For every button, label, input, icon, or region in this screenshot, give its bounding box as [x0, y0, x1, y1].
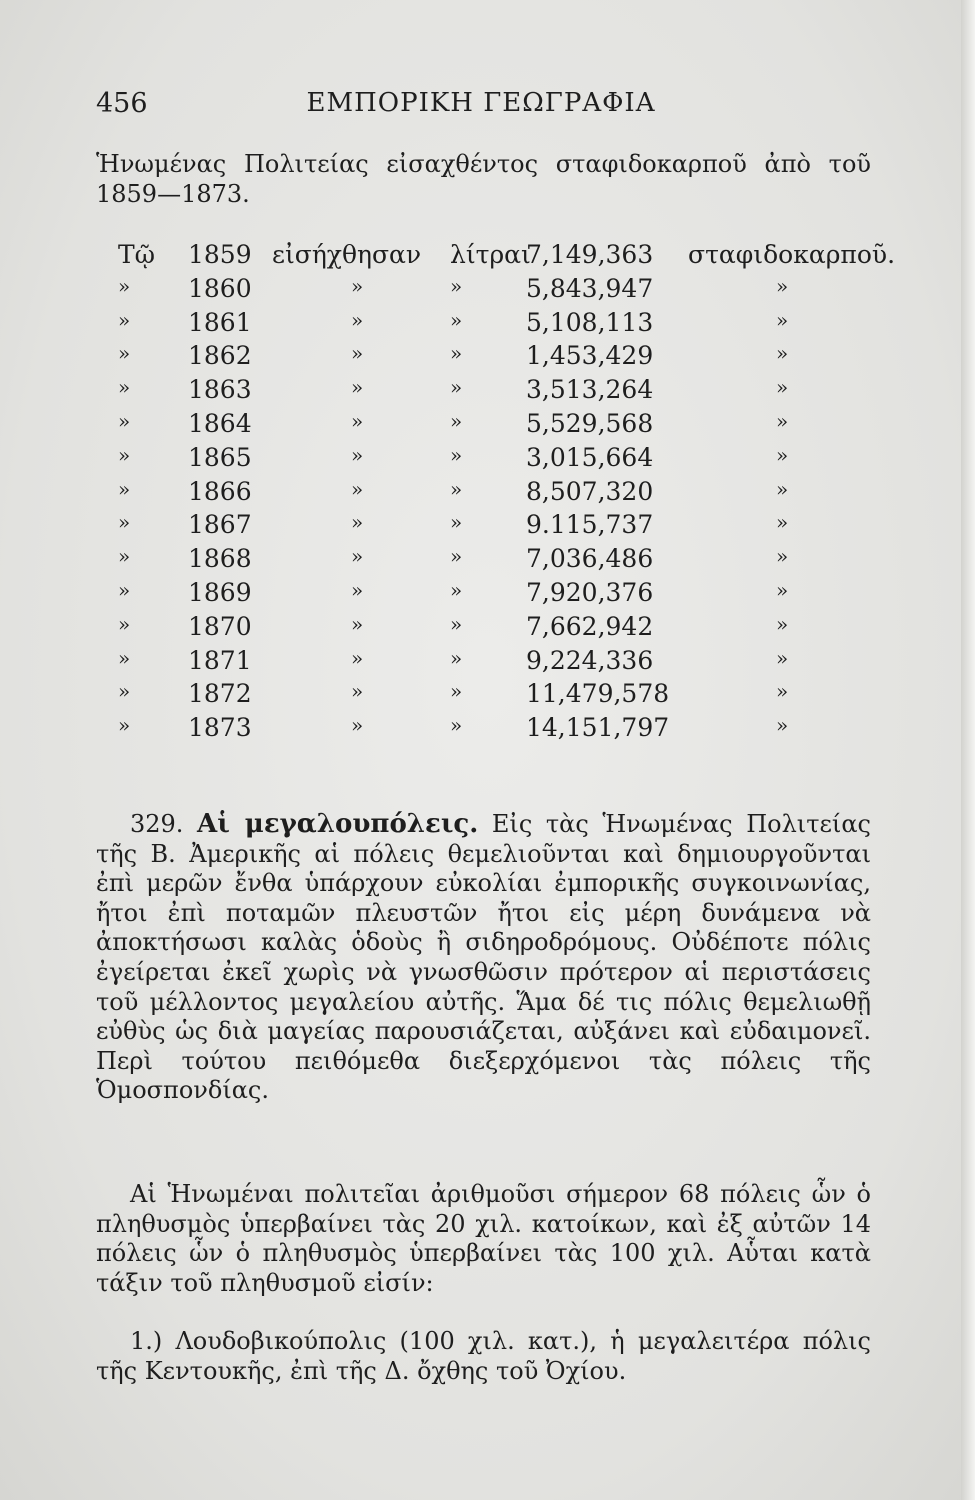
ditto-mark: »	[118, 442, 131, 467]
row-year: 1871	[188, 645, 252, 675]
ditto-mark: »	[776, 341, 789, 366]
page-edge	[961, 0, 975, 1500]
ditto-mark: »	[776, 713, 789, 738]
ditto-mark: »	[351, 510, 364, 535]
page-number: 456	[96, 88, 148, 119]
row-year: 1868	[188, 544, 252, 574]
cities-text: Αἱ Ἡνωμέναι πολιτεῖαι ἀριθμοῦσι σήμερον 68 πόλεις ὧν ὁ πληθυσμὸς ὑπερβαίνει τὰς 20 χιλ. κατοίκων, καὶ ἐξ αὐτῶν 14 πόλεις ὧν ὁ πληθυσμὸς ὑπερβαίνει τὰς 100 χιλ. Αὗται κατὰ τάξιν τοῦ πληθυσμοῦ εἰσίν:	[96, 1180, 871, 1297]
row-amount: 1,453,429	[526, 341, 654, 371]
row-amount: 5,108,113	[526, 307, 654, 337]
row-lead: Τῷ	[118, 240, 156, 269]
ditto-mark: »	[450, 611, 463, 636]
ditto-mark: »	[776, 408, 789, 433]
row-amount: 8,507,320	[526, 476, 654, 506]
ditto-mark: »	[776, 544, 789, 569]
table-row	[96, 274, 871, 308]
row-amount: 3,513,264	[526, 375, 654, 405]
ditto-mark: »	[776, 273, 789, 298]
table-row	[96, 578, 871, 612]
row-amount: 14,151,797	[526, 713, 670, 743]
ditto-mark: »	[351, 273, 364, 298]
ditto-mark: »	[351, 713, 364, 738]
section-329-paragraph	[96, 810, 871, 1106]
row-verb: εἰσήχθησαν	[272, 240, 422, 269]
table-row	[96, 612, 871, 646]
ditto-mark: »	[450, 577, 463, 602]
row-year: 1860	[188, 273, 252, 303]
ditto-mark: »	[118, 510, 131, 535]
section-title: Αἱ μεγαλουπόλεις.	[197, 809, 479, 839]
page-header	[96, 88, 866, 128]
table-row	[96, 679, 871, 713]
row-amount: 7,662,942	[526, 611, 654, 641]
ditto-mark: »	[450, 544, 463, 569]
row-amount: 7,920,376	[526, 577, 654, 607]
row-year: 1873	[188, 713, 252, 743]
intro-paragraph: Ἡνωμένας Πολιτείας εἰσαχθέντος σταφιδοκαρποῦ ἀπὸ τοῦ 1859—1873.	[96, 150, 871, 208]
import-table	[96, 240, 896, 747]
ditto-mark: »	[118, 544, 131, 569]
ditto-mark: »	[118, 341, 131, 366]
table-row	[96, 443, 871, 477]
ditto-mark: »	[118, 273, 131, 298]
ditto-mark: »	[450, 476, 463, 501]
row-year: 1862	[188, 341, 252, 371]
ditto-mark: »	[351, 679, 364, 704]
ditto-mark: »	[351, 544, 364, 569]
list-item-text: 1.) Λουδοβικούπολις (100 χιλ. κατ.), ἡ μεγαλειτέρα πόλις τῆς Κεντουκῆς, ἐπὶ τῆς Δ. ὄχθης τοῦ Ὀχίου.	[96, 1327, 871, 1385]
ditto-mark: »	[118, 408, 131, 433]
row-year: 1864	[188, 408, 252, 438]
ditto-mark: »	[118, 611, 131, 636]
table-row	[96, 308, 871, 342]
section-text: Εἰς τὰς Ἡνωμένας Πολιτείας τῆς Β. Ἀμερικῆς αἱ πόλεις θεμελιοῦνται καὶ δημιουργοῦνται ἐπὶ μερῶν ἔνθα ὑπάρχουν εὐκολίαι ἐμπορικῆς συγκοινωνίας, ἤτοι ἐπὶ ποταμῶν πλευστῶν ἤτοι εἰς μέρη δυνάμενα νὰ ἀποκτήσωσι καλὰς ὁδοὺς ἢ σιδηροδρόμους. Οὐδέποτε πόλις ἐγείρεται ἐκεῖ χωρὶς νὰ γνωσθῶσιν πρότερον αἱ περιστάσεις τοῦ μέλλοντος μεγαλείου αὐτῆς. Ἅμα δέ τις πόλις θεμελιωθῇ εὐθὺς ὡς διὰ μαγείας παρουσιάζεται, αὐξάνει καὶ εὐδαιμονεῖ. Περὶ τούτου πειθόμεθα διεξερχόμενοι τὰς πόλεις τῆς Ὁμοσπονδίας.	[96, 810, 871, 1105]
ditto-mark: »	[450, 408, 463, 433]
ditto-mark: »	[450, 679, 463, 704]
row-year: 1870	[188, 611, 252, 641]
ditto-mark: »	[351, 341, 364, 366]
row-amount: 11,479,578	[526, 679, 670, 709]
ditto-mark: »	[776, 307, 789, 332]
ditto-mark: »	[351, 408, 364, 433]
ditto-mark: »	[118, 577, 131, 602]
ditto-mark: »	[776, 476, 789, 501]
section-number: 329.	[130, 810, 184, 838]
row-amount: 9.115,737	[526, 510, 654, 540]
ditto-mark: »	[450, 273, 463, 298]
ditto-mark: »	[776, 510, 789, 535]
table-row	[96, 409, 871, 443]
row-year: 1861	[188, 307, 252, 337]
ditto-mark: »	[450, 510, 463, 535]
table-row	[96, 544, 871, 578]
table-row	[96, 713, 871, 747]
ditto-mark: »	[118, 307, 131, 332]
running-title: ΕΜΠΟΡΙΚΗ ΓΕΩΓΡΑΦΙΑ	[306, 88, 656, 118]
ditto-mark: »	[118, 713, 131, 738]
ditto-mark: »	[118, 375, 131, 400]
ditto-mark: »	[450, 341, 463, 366]
table-row	[96, 477, 871, 511]
table-row	[96, 341, 871, 375]
row-amount: 7,149,363	[526, 240, 654, 269]
ditto-mark: »	[118, 476, 131, 501]
ditto-mark: »	[450, 442, 463, 467]
row-year: 1859	[188, 240, 252, 269]
ditto-mark: »	[351, 375, 364, 400]
ditto-mark: »	[351, 442, 364, 467]
ditto-mark: »	[351, 577, 364, 602]
ditto-mark: »	[776, 645, 789, 670]
ditto-mark: »	[351, 611, 364, 636]
row-year: 1867	[188, 510, 252, 540]
ditto-mark: »	[118, 679, 131, 704]
ditto-mark: »	[776, 577, 789, 602]
ditto-mark: »	[450, 713, 463, 738]
ditto-mark: »	[776, 679, 789, 704]
cities-paragraph	[96, 1180, 871, 1298]
row-year: 1865	[188, 442, 252, 472]
row-amount: 9,224,336	[526, 645, 654, 675]
ditto-mark: »	[450, 375, 463, 400]
ditto-mark: »	[450, 307, 463, 332]
ditto-mark: »	[351, 476, 364, 501]
ditto-mark: »	[776, 442, 789, 467]
row-year: 1872	[188, 679, 252, 709]
row-year: 1869	[188, 577, 252, 607]
ditto-mark: »	[351, 645, 364, 670]
ditto-mark: »	[118, 645, 131, 670]
table-row	[96, 510, 871, 544]
row-product: σταφιδοκαρποῦ.	[688, 240, 896, 269]
row-amount: 5,529,568	[526, 408, 654, 438]
table-row	[96, 240, 896, 274]
ditto-mark: »	[776, 611, 789, 636]
table-row	[96, 646, 871, 680]
ditto-mark: »	[351, 307, 364, 332]
ditto-mark: »	[776, 375, 789, 400]
row-amount: 5,843,947	[526, 273, 654, 303]
table-row	[96, 375, 871, 409]
row-amount: 7,036,486	[526, 544, 654, 574]
row-unit: λίτραι	[450, 240, 531, 269]
row-year: 1863	[188, 375, 252, 405]
list-item	[96, 1327, 871, 1386]
row-amount: 3,015,664	[526, 442, 654, 472]
row-year: 1866	[188, 476, 252, 506]
ditto-mark: »	[450, 645, 463, 670]
